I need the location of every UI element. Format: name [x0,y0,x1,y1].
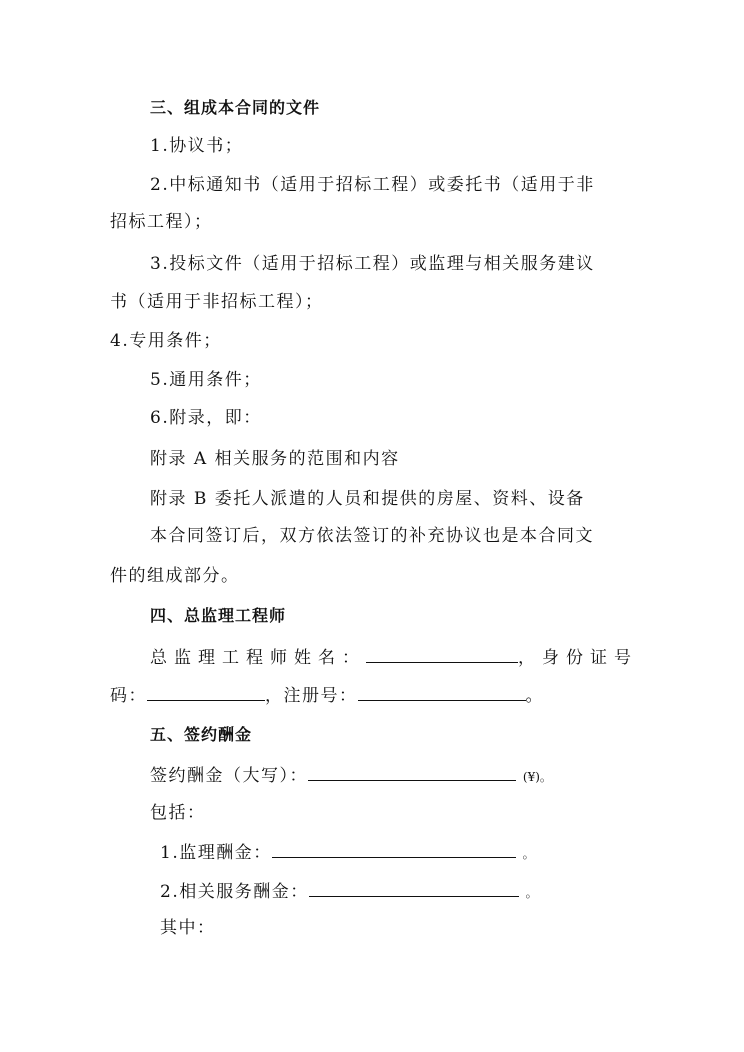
appendix-b: 附录 B 委托人派遣的人员和提供的房屋、资料、设备 [150,489,585,509]
among-label: 其中： [160,918,216,938]
related-service-fee-label: 2.相关服务酬金： [160,882,309,902]
section-3-item-2-line-2: 招标工程）； [110,212,213,232]
section-3-item-2-line-1: 2.中标通知书（适用于招标工程）或委托书（适用于非 [150,175,595,195]
registration-end-mark: 。 [525,686,544,706]
id-number-label-part-1: ，身份证号 [518,648,638,668]
supervision-fee-label: 1.监理酬金： [160,843,272,863]
section-3-item-3-line-2: 书（适用于非招标工程）； [110,292,324,312]
registration-number-blank [358,683,526,701]
supervision-fee-end-mark: 。 [522,847,535,861]
appendix-a: 附录 A 相关服务的范围和内容 [150,449,400,469]
supervision-fee-blank [272,840,516,858]
section-3-item-1: 1.协议书； [150,136,244,156]
includes-label: 包括： [150,803,206,823]
currency-note: (¥)。 [522,770,552,784]
id-number-label-part-2: 码： [110,686,147,706]
related-service-fee-blank [309,879,519,897]
related-service-fee-end-mark: 。 [525,886,538,900]
chief-engineer-name-row [150,645,638,669]
section-3-item-3-line-1: 3.投标文件（适用于招标工程）或监理与相关服务建议 [150,254,595,274]
section-4-title: 四、总监理工程师 [150,606,287,625]
contract-amount-blank [308,763,516,781]
section-3-item-6: 6.附录，即： [150,408,262,428]
supplement-line-1: 本合同签订后，双方依法签订的补充协议也是本合同文 [150,526,594,546]
contract-amount-row [150,763,552,788]
related-service-fee-row [160,879,538,904]
id-number-blank [147,683,265,701]
registration-number-label: ，注册号： [265,686,358,706]
contract-amount-label: 签约酬金（大写）： [150,766,308,786]
supervision-fee-row [160,840,535,865]
id-registration-row [110,683,544,707]
chief-engineer-name-blank [366,645,518,663]
section-3-item-4: 4.专用条件； [110,331,222,351]
supplement-line-2: 件的组成部分。 [110,566,240,586]
section-5-title: 五、签约酬金 [150,725,253,744]
section-3-item-5: 5.通用条件； [150,370,262,390]
section-3-title: 三、组成本合同的文件 [150,98,321,117]
chief-engineer-name-label: 总监理工程师姓名： [150,648,366,668]
